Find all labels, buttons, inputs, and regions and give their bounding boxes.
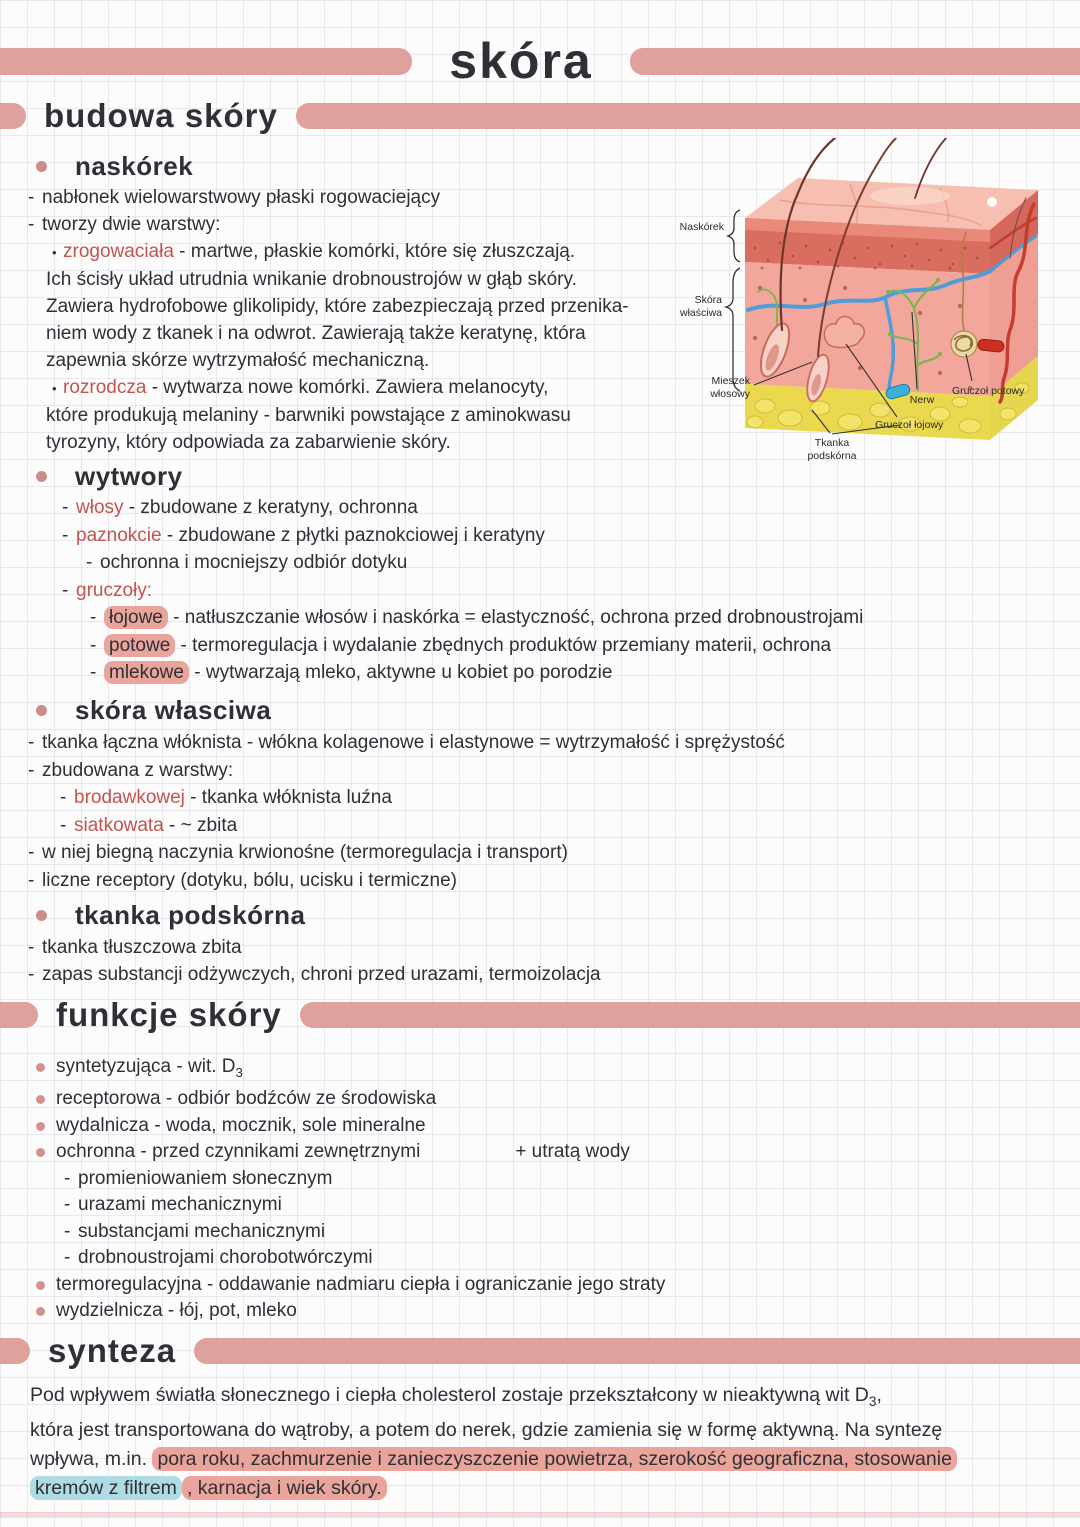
note-line [0, 549, 1080, 577]
note-line [0, 1219, 1080, 1246]
skin-diagram [660, 138, 1080, 468]
note-line [0, 757, 1080, 785]
bullet-marker [36, 1095, 45, 1104]
label-mieszek-wlosowy: włosowy [710, 388, 750, 400]
budowa-pill-right [296, 103, 1080, 129]
dash-marker: - [28, 869, 35, 891]
text-segment: - zbudowane z keratyny, ochronna [123, 497, 418, 518]
dash-marker: - [62, 497, 69, 518]
page-title: skóra [449, 33, 593, 89]
text-segment: wydalnicza - woda, mocznik, sole mineralne [56, 1114, 426, 1136]
dot-marker: • [52, 245, 57, 260]
note-line [0, 577, 1080, 605]
dash-marker: - [62, 579, 69, 601]
text-segment: Ich ścisły układ utrudnia wnikanie drobnoustrojów w głąb skóry. [46, 269, 577, 290]
label-skora-wlasciwa: właściwa [679, 307, 722, 319]
text-segment: która jest transportowana do wątroby, a potem do nerek, gdzie zamienia się w formę aktywną. Na syntezę [30, 1418, 943, 1441]
label-mieszek-wlosowy: Mieszek [711, 375, 750, 387]
dash-marker: - [90, 662, 97, 683]
text-segment: włosy [76, 497, 124, 518]
note-line [0, 1054, 1080, 1086]
note-line [0, 784, 1080, 812]
text-segment: - wytwarzają mleko, aktywne u kobiet po porodzie [188, 662, 613, 683]
note-line [0, 839, 1080, 867]
dash-marker: - [64, 1220, 71, 1242]
text-segment: tworzy dwie warstwy: [42, 214, 221, 235]
note-line [0, 1445, 1080, 1474]
label-tkanka-podskorna: podskórna [807, 450, 857, 462]
text-segment: receptorowa - odbiór bodźców ze środowiska [56, 1088, 437, 1110]
text-segment: zapas substancji odżywczych, chroni przed urazami, termoizolacja [42, 964, 601, 985]
text-segment: w niej biegną naczynia krwionośne (termoregulacja i transport) [42, 842, 568, 863]
text-segment: urazami mechanicznymi [78, 1194, 282, 1216]
dash-marker: - [28, 964, 35, 985]
text-segment: - tkanka włóknista luźna [184, 787, 392, 808]
note-line [0, 1166, 1080, 1193]
text-segment: tyrozyny, który odpowiada za zabarwienie skóry. [46, 432, 451, 453]
text-segment: tkanka tłuszczowa zbita [42, 937, 242, 958]
wytwory-notes [0, 494, 1080, 687]
text-segment: mlekowe [104, 661, 189, 684]
dash-marker: - [60, 787, 67, 808]
wytwory-heading: wytwory [75, 460, 183, 491]
dash-marker: - [28, 214, 35, 235]
dash-marker: - [28, 732, 35, 753]
label-tkanka-podskorna: Tkanka [814, 437, 850, 449]
note-line [0, 1474, 1080, 1503]
note-line [0, 1192, 1080, 1219]
text-segment: , karnacja i wiek skóry. [182, 1476, 387, 1500]
note-line [0, 1113, 1080, 1140]
text-segment: - wytwarza nowe komórki. Zawiera melanocyty, [146, 377, 549, 398]
subhead-tkanka-podskorna [0, 899, 306, 931]
text-segment: termoregulacyjna - oddawanie nadmiaru ciepła i ograniczanie jego straty [56, 1273, 666, 1295]
label-gruczol-potowy: Gruczoł potowy [952, 385, 1025, 397]
note-line [0, 604, 1080, 632]
dash-marker: - [60, 814, 67, 836]
naskorek-heading: naskórek [75, 150, 194, 181]
note-line [0, 1272, 1080, 1299]
text-segment: gruczoły: [76, 579, 153, 601]
funkcje-notes [0, 1054, 1080, 1325]
bullet-marker [36, 1122, 45, 1131]
label-skora-wlasciwa: Skóra [694, 294, 722, 306]
bullet-dot-icon [36, 471, 47, 482]
text-segment: potowe [104, 634, 175, 657]
text-segment: wydzielnicza - łój, pot, mleko [56, 1300, 297, 1322]
note-line [0, 494, 1080, 522]
text-segment: wpływa, m.in. [30, 1447, 153, 1470]
text-segment: drobnoustrojami chorobotwórczymi [78, 1247, 373, 1269]
skora-wlasciwa-notes [0, 729, 1080, 894]
text-segment: zrogowaciała [63, 241, 174, 262]
section-header-budowa [0, 94, 1080, 138]
text-segment: które produkują melaniny - barwniki powstające z aminokwasu [46, 405, 571, 426]
text-segment: nabłonek wielowarstwowy płaski rogowaciejący [42, 187, 441, 208]
text-segment: ochronna i mocniejszy odbiór dotyku [100, 552, 408, 573]
title-pill-left [0, 48, 412, 75]
note-line [0, 1139, 1080, 1166]
text-segment: tkanka łączna włóknista - włókna kolagenowe i elastynowe = wytrzymałość i sprężystość [42, 732, 785, 753]
synteza-notes [0, 1381, 1080, 1503]
bullet-marker [36, 1063, 45, 1072]
dash-marker: - [64, 1167, 71, 1189]
bullet-marker [36, 1148, 45, 1157]
funkcje-pill-stub [0, 1002, 38, 1028]
note-line [0, 522, 1080, 550]
label-nerw: Nerw [909, 394, 935, 406]
dash-marker: - [28, 187, 35, 208]
text-segment: - ~ zbita [163, 814, 238, 836]
text-segment: + utratą wody [515, 1141, 630, 1163]
dash-marker: - [62, 524, 69, 546]
text-segment: promieniowaniem słonecznym [78, 1167, 333, 1189]
dash-marker: - [64, 1194, 71, 1216]
text-segment: kremów z filtrem [30, 1476, 182, 1500]
synteza-pill-stub [0, 1338, 30, 1364]
section-header-synteza [0, 1328, 1080, 1374]
red-capsule [977, 339, 1004, 353]
text-segment: - termoregulacja i wydalanie zbędnych produktów przemiany materii, ochrona [175, 634, 832, 656]
tkanka-podskorna-heading: tkanka podskórna [75, 899, 306, 930]
budowa-pill-stub [0, 103, 26, 129]
text-segment: 3 [868, 1393, 877, 1409]
funkcje-pill-right [300, 1002, 1080, 1028]
synteza-pill-right [194, 1338, 1080, 1364]
tkanka-podskorna-notes [0, 934, 1080, 988]
subhead-skora-wlasciwa [0, 694, 271, 726]
note-line [0, 812, 1080, 840]
dash-marker: - [28, 759, 35, 781]
dot-marker: • [52, 381, 57, 396]
section-header-funkcje [0, 992, 1080, 1038]
dash-marker: - [86, 552, 93, 573]
text-segment: , [876, 1384, 882, 1406]
funkcje-header-text: funkcje skóry [56, 996, 282, 1033]
page-title-row [0, 28, 1080, 94]
dash-marker: - [28, 937, 35, 958]
dash-marker: - [90, 607, 97, 628]
synteza-header-text: synteza [48, 1332, 177, 1369]
bullet-marker [36, 1281, 45, 1290]
text-segment: substancjami mechanicznymi [78, 1220, 326, 1242]
text-segment: - martwe, płaskie komórki, które się złuszczają. [173, 241, 576, 262]
text-segment: - natłuszczanie włosów i naskórka = elastyczność, ochrona przed drobnoustrojami [167, 607, 864, 628]
subhead-wytwory [0, 460, 183, 492]
note-line [0, 1381, 1080, 1416]
note-line [0, 867, 1080, 895]
note-line [0, 632, 1080, 660]
bullet-dot-icon [36, 161, 47, 172]
skin-diagram-svg [660, 138, 1080, 468]
text-segment: brodawkowej [74, 787, 185, 808]
text-segment: zbudowana z warstwy: [42, 759, 234, 781]
note-line [0, 1298, 1080, 1325]
bullet-dot-icon [36, 705, 47, 716]
text-segment: - zbudowane z płytki paznokciowej i keratyny [161, 524, 545, 546]
note-line [0, 1086, 1080, 1113]
dash-marker: - [90, 634, 97, 656]
text-segment: siatkowata [74, 814, 164, 836]
text-segment: Pod wpływem światła słonecznego i ciepła cholesterol zostaje przekształcony w nieaktywną wit D [30, 1384, 869, 1406]
note-line [0, 934, 1080, 961]
text-segment: Zawiera hydrofobowe glikolipidy, które zabezpieczają przed przenika- [46, 296, 629, 317]
label-gruczol-lojowy: Gruczoł łojowy [875, 419, 944, 431]
text-segment: paznokcie [76, 524, 162, 546]
text-segment: rozrodcza [63, 377, 147, 398]
budowa-header-text: budowa skóry [44, 97, 278, 134]
text-segment: 3 [235, 1064, 243, 1080]
note-line [0, 659, 1080, 687]
subhead-naskorek [0, 150, 193, 182]
text-segment: zapewnia skórze wytrzymałość mechaniczną. [46, 350, 430, 371]
note-line [0, 1245, 1080, 1272]
dash-marker: - [64, 1247, 71, 1269]
note-line [0, 1416, 1080, 1445]
text-segment: syntetyzująca - wit. D [56, 1056, 236, 1077]
text-segment: pora roku, zachmurzenie i zanieczyszczenie powietrza, szerokość geograficzna, stosowanie [152, 1447, 956, 1471]
note-line [0, 961, 1080, 988]
text-segment: łojowe [104, 606, 168, 629]
bottom-pink-band [0, 1512, 1080, 1518]
bullet-dot-icon [36, 910, 47, 921]
label-naskorek: Naskórek [679, 221, 724, 233]
text-segment: niem wody z tkanek i na odwrot. Zawierają także keratynę, która [46, 323, 586, 344]
text-segment: ochronna - przed czynnikami zewnętrznymi [56, 1141, 421, 1163]
dash-marker: - [28, 842, 35, 863]
title-pill-right [630, 48, 1080, 75]
bullet-marker [36, 1307, 45, 1316]
skora-wlasciwa-heading: skóra własciwa [75, 694, 272, 725]
text-segment: liczne receptory (dotyku, bólu, ucisku i termiczne) [42, 869, 457, 891]
note-line [0, 729, 1080, 757]
